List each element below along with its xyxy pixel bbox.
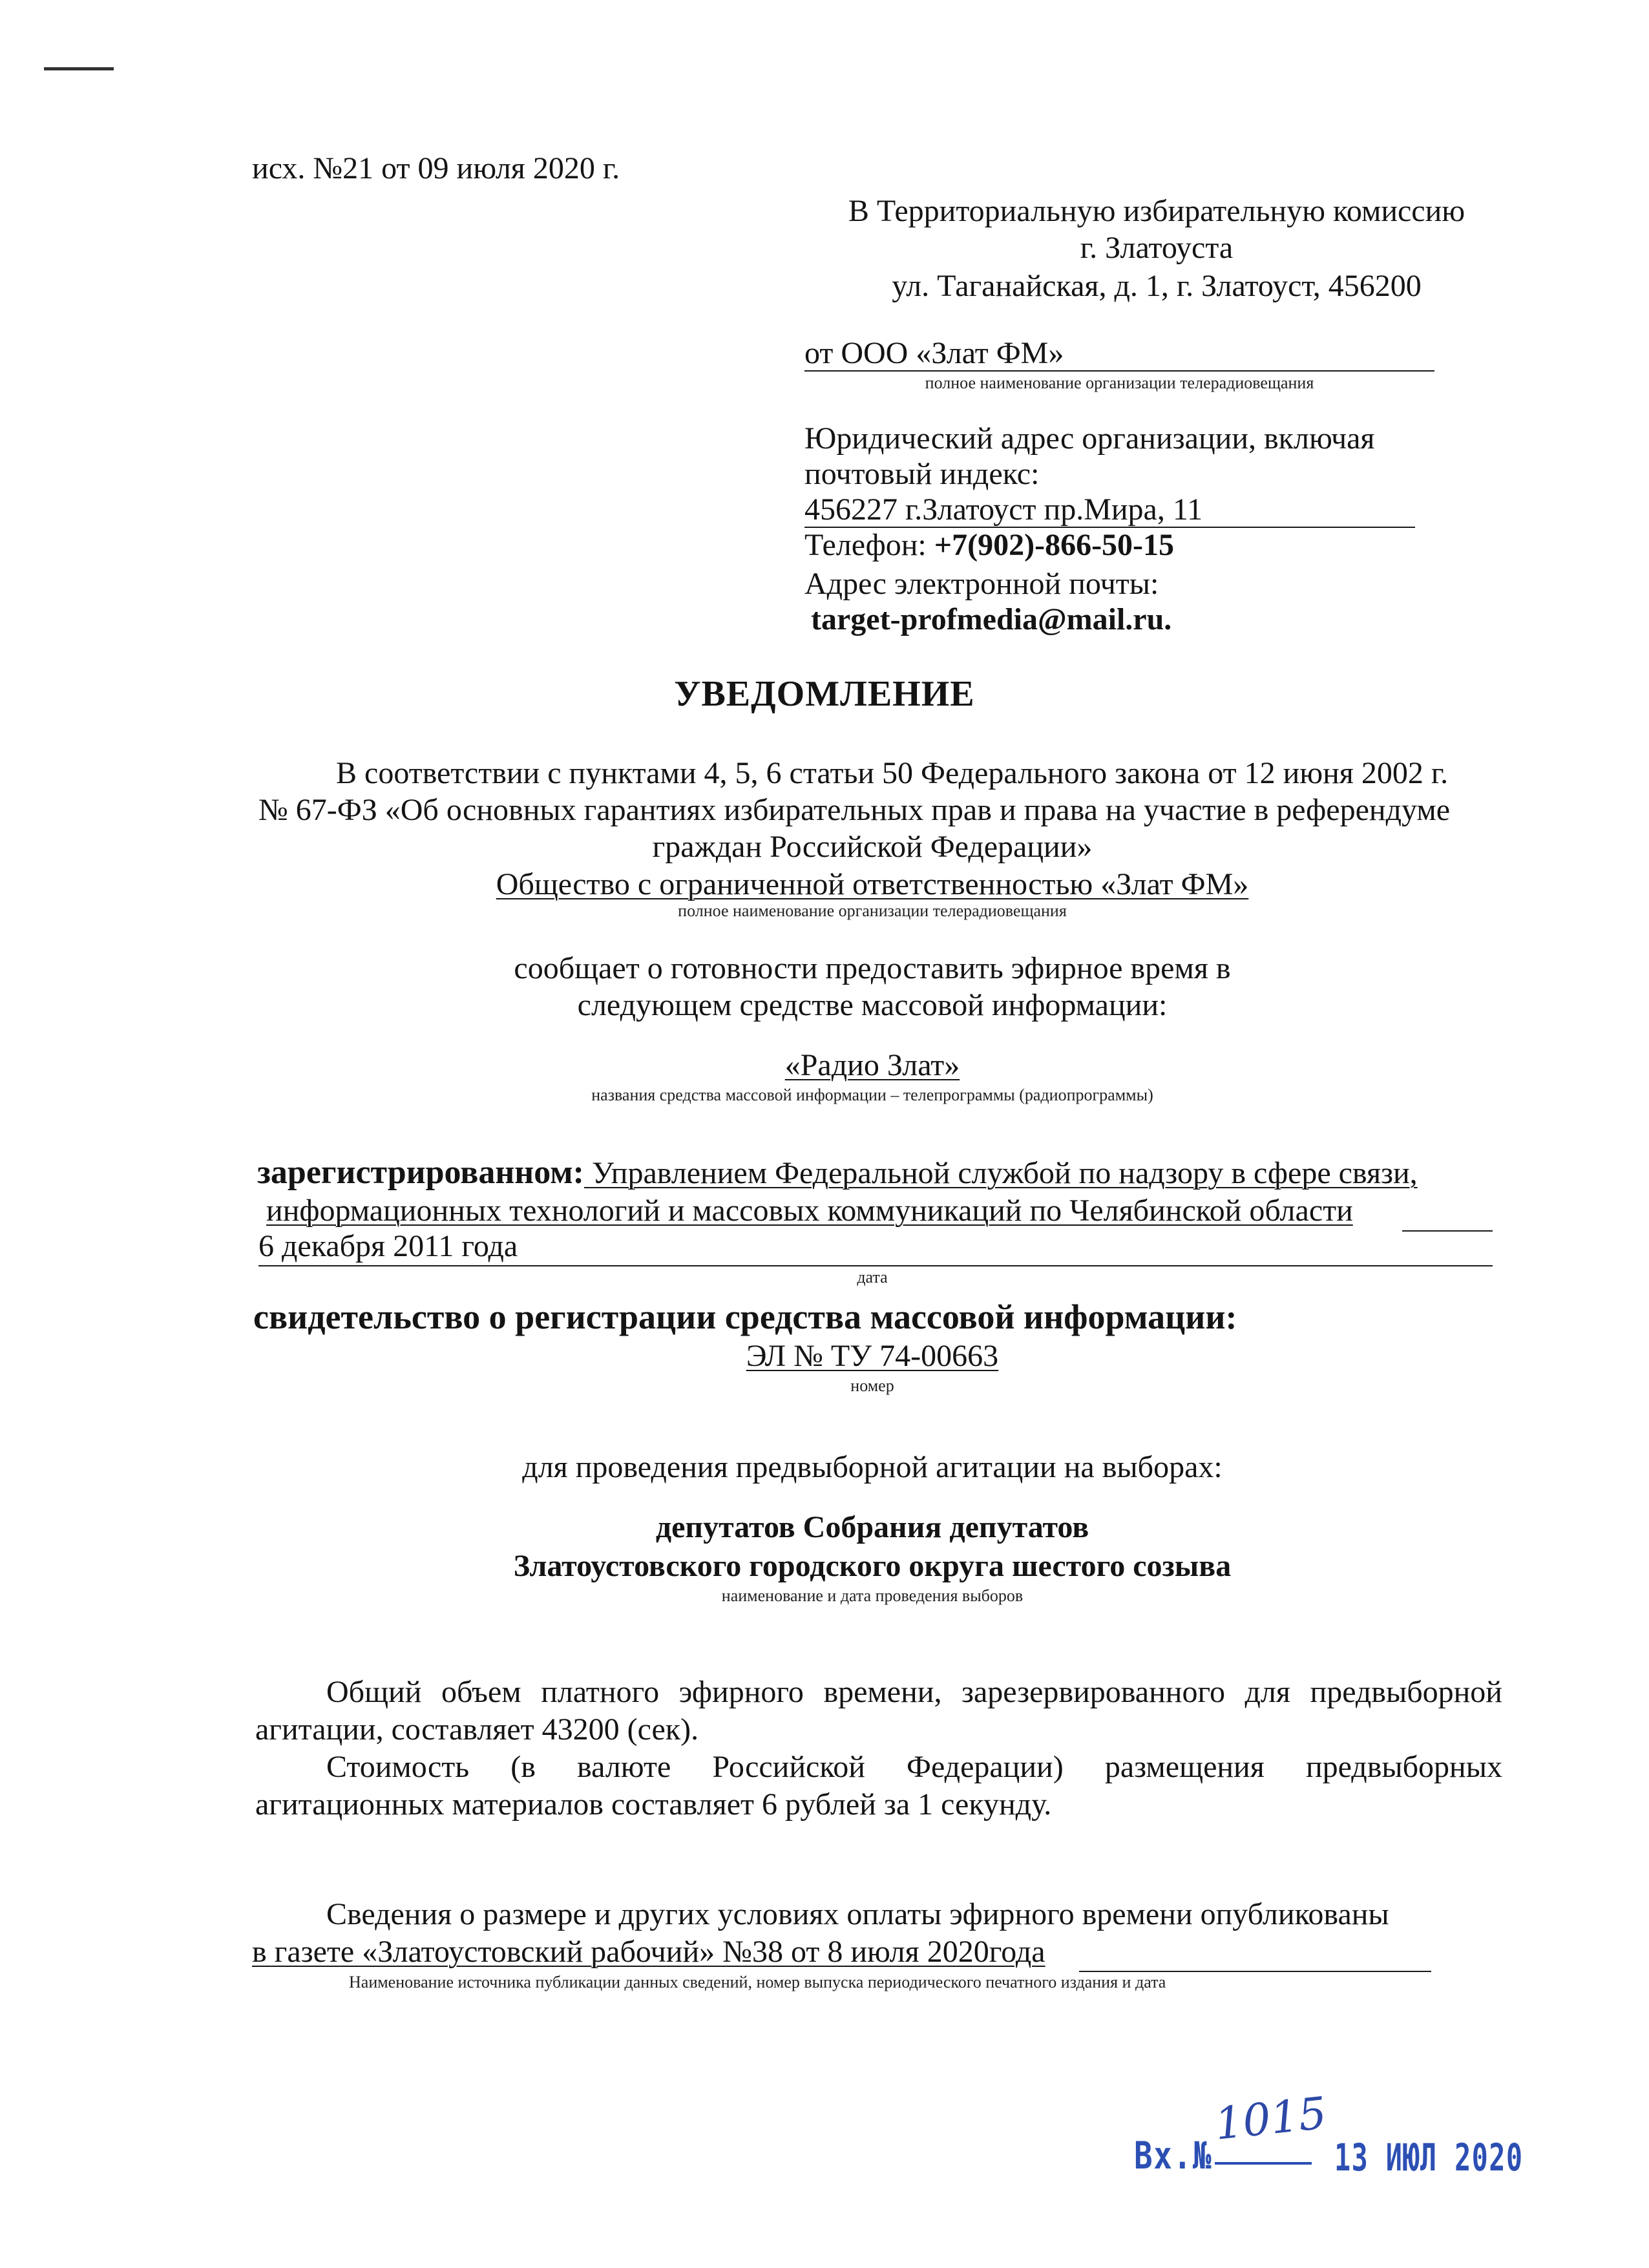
media-name: «Радио Злат»	[784, 1048, 960, 1082]
sender-name-underline	[804, 370, 1434, 372]
organization-caption: полное наименование организации телерадиовещания	[678, 901, 1067, 920]
outgoing-number: исх. №21 от 09 июля 2020 г.	[252, 151, 620, 185]
registration-label: зарегистрированном:	[257, 1154, 584, 1191]
certificate-label: свидетельство о регистрации средства массовой информации:	[253, 1297, 1237, 1336]
certificate-number-caption: номер	[850, 1376, 894, 1395]
registration-authority-underline	[1402, 1230, 1493, 1232]
registration-date-caption: дата	[857, 1268, 888, 1286]
stamp-date: 13 ИЮЛ 2020	[1334, 2136, 1524, 2179]
registration-line-1	[257, 1153, 1418, 1193]
scan-mark	[44, 67, 114, 70]
organization-full-name: Общество с ограниченной ответственностью «Злат ФМ»	[496, 867, 1249, 901]
legal-address-label-1: Юридический адрес организации, включая	[804, 421, 1375, 456]
cost-line-2: агитационных материалов составляет 6 рублей за 1 секунду.	[255, 1787, 1052, 1822]
phone-line	[804, 527, 1174, 564]
election-purpose: для проведения предвыборной агитации на выборах:	[522, 1450, 1223, 1484]
phone-value: +7(902)-866-50-15	[934, 528, 1175, 562]
legal-address-label-2: почтовый индекс:	[804, 457, 1040, 491]
phone-label: Телефон:	[804, 528, 934, 562]
sender-name-caption: полное наименование организации телерадиовещания	[925, 373, 1314, 392]
publication-caption: Наименование источника публикации данных сведений, номер выпуска периодического печатного издания и дата	[349, 1973, 1166, 1991]
publication-line-2: в газете «Златоустовский рабочий» №38 от 8 июля 2020года	[252, 1935, 1045, 1969]
addressee-line-1: В Территориальную избирательную комиссию	[848, 194, 1465, 228]
publication-line-1: Сведения о размере и других условиях оплаты эфирного времени опубликованы	[326, 1897, 1389, 1931]
volume-line-1: Общий объем платного эфирного времени, зарезервированного для предвыборной	[326, 1675, 1502, 1709]
intro-line-2: № 67-ФЗ «Об основных гарантиях избирательных прав и права на участие в референдуме	[258, 793, 1451, 827]
election-line-2: Златоустовского городского округа шестого созыва	[513, 1549, 1232, 1583]
intro-line-1: В соответствии с пунктами 4, 5, 6 статьи 50 Федерального закона от 12 июня 2002 г.	[336, 756, 1449, 790]
registration-date-underline	[258, 1265, 1493, 1266]
intro-line-3: граждан Российской Федерации»	[652, 830, 1093, 864]
document-title: УВЕДОМЛЕНИЕ	[674, 674, 975, 714]
cost-line-1: Стоимость (в валюте Российской Федерации) размещения предвыборных	[326, 1750, 1502, 1784]
certificate-number: ЭЛ № ТУ 74-00663	[746, 1339, 999, 1373]
addressee-line-3: ул. Таганайская, д. 1, г. Златоуст, 456200	[892, 269, 1422, 303]
stamp-prefix: Вх.№	[1134, 2134, 1213, 2178]
volume-line-2: агитации, составляет 43200 (сек).	[255, 1712, 699, 1747]
offer-line-2: следующем средстве массовой информации:	[577, 988, 1168, 1022]
email-value: target-profmedia@mail.ru.	[811, 602, 1172, 636]
media-caption: названия средства массовой информации – телепрограммы (радиопрограммы)	[591, 1086, 1153, 1104]
email-label: Адрес электронной почты:	[804, 567, 1159, 601]
sender-name: от ООО «Злат ФМ»	[804, 336, 1064, 370]
legal-address-value: 456227 г.Златоуст пр.Мира, 11	[804, 492, 1203, 527]
addressee-line-2: г. Златоуста	[1080, 231, 1234, 265]
registration-date: 6 декабря 2011 года	[258, 1229, 518, 1263]
publication-underline	[1079, 1971, 1431, 1972]
stamp-handwritten-number: 1015	[1212, 2088, 1329, 2150]
registration-authority-1: Управлением Федеральной службой по надзору в сфере связи,	[583, 1156, 1418, 1190]
election-caption: наименование и дата проведения выборов	[721, 1586, 1024, 1605]
registration-authority-2: информационных технологий и массовых коммуникаций по Челябинской области	[266, 1193, 1353, 1228]
election-line-1: депутатов Собрания депутатов	[655, 1510, 1089, 1544]
stamp-number-line	[1215, 2162, 1312, 2165]
offer-line-1: сообщает о готовности предоставить эфирное время в	[514, 951, 1231, 985]
